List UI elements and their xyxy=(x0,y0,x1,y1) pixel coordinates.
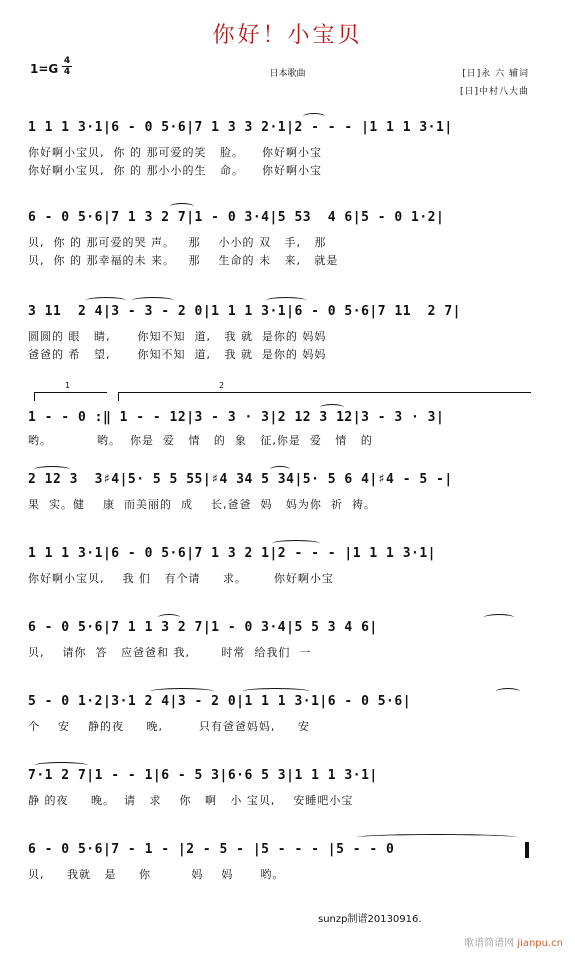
volta-number-1: 1 xyxy=(65,381,71,390)
volta-bracket-2 xyxy=(118,381,531,401)
notation-line-8: 5 - 0 1·2|3·1 2 4|3 - 2 0|1 1 1 3·1|6 - 0 5·6| xyxy=(28,694,412,709)
lyricist-credit: [日]永 六 辅词 xyxy=(462,69,529,79)
volta-number-2: 2 xyxy=(219,381,225,390)
lyric-line-6: 你好啊小宝贝, 我 们 有个请 求。 你好啊小宝 xyxy=(28,572,334,585)
meter-bottom: 4 xyxy=(63,67,71,77)
notation-line-10: 6 - 0 5·6|7 - 1 - |2 - 5 - |5 - - - |5 - - 0 xyxy=(28,842,395,857)
key-signature: 1=G xyxy=(30,62,59,76)
lyric-line-4: 哟。 哟。 你是 爱 情 的 象 征,你是 爱 情 的 xyxy=(28,434,373,447)
lyric-line-1a: 你好啊小宝贝, 你 的 那可爱的笑 脸。 你好啊小宝 xyxy=(28,146,322,159)
lyric-line-2a: 贝, 你 的 那可爱的哭 声。 那 小小的 双 手, 那 xyxy=(28,236,327,249)
watermark-site: jianpu.cn xyxy=(517,938,563,949)
song-origin: 日本歌曲 xyxy=(269,69,306,79)
volta-bracket-1 xyxy=(34,381,107,401)
transcriber-signature: sunzp制谱20130916. xyxy=(318,914,422,925)
final-barline xyxy=(525,842,529,858)
notation-line-2: 6 - 0 5·6|7 1 3 2 7|1 - 0 3·4|5 53 4 6|5 - 0 1·2| xyxy=(28,210,445,225)
slur xyxy=(484,614,514,621)
lyric-line-8: 个 安 静的夜 晚, 只有爸爸妈妈, 安 xyxy=(28,720,310,733)
lyric-line-9: 静 的夜 晚。 请 求 你 啊 小 宝贝, 安睡吧小宝 xyxy=(28,794,354,807)
song-title: 你好！小宝贝 xyxy=(212,23,363,48)
notation-line-5: 2 12 3 3♯4|5· 5 5 55|♯4 34 5 34|5· 5 6 4|♯4 - 5 -| xyxy=(28,472,453,487)
lyric-line-5: 果 实。健 康 而美丽的 成 长,爸爸 妈 妈为你 祈 祷。 xyxy=(28,498,376,511)
slur xyxy=(356,834,518,841)
slur xyxy=(170,203,194,210)
notation-line-3: 3 11 2 4|3 - 3 - 2 0|1 1 1 3·1|6 - 0 5·6|7 11 2 7| xyxy=(28,304,461,319)
lyric-line-10: 贝, 我就 是 你 妈 妈 哟。 xyxy=(28,868,285,881)
notation-line-9: 7·1 2 7|1 - - 1|6 - 5 3|6·6 5 3|1 1 1 3·1| xyxy=(28,768,378,783)
notation-line-1: 1 1 1 3·1|6 - 0 5·6|7 1 3 3 2·1|2 - - - |1 1 1 3·1| xyxy=(28,120,453,135)
notation-line-6: 1 1 1 3·1|6 - 0 5·6|7 1 3 2 1|2 - - - |1 1 1 3·1| xyxy=(28,546,437,561)
lyric-line-1b: 你好啊小宝贝, 你 的 那小小的生 命。 你好啊小宝 xyxy=(28,164,322,177)
slur xyxy=(86,297,126,304)
slur xyxy=(266,297,306,304)
notation-line-4: 1 - - 0 :‖ 1 - - 12|3 - 3 · 3|2 12 3 12|3 - 3 · 3| xyxy=(28,410,445,425)
lyric-line-3a: 圆圆的 眼 睛, 你知不知 道, 我 就 是你的 妈妈 xyxy=(28,330,327,343)
slur xyxy=(132,297,174,304)
lyric-line-3b: 爸爸的 希 望, 你知不知 道, 我 就 是你的 妈妈 xyxy=(28,348,327,361)
notation-line-7: 6 - 0 5·6|7 1 1 3 2 7|1 - 0 3·4|5 5 3 4 6| xyxy=(28,620,378,635)
watermark-text: 歌谱简谱网 xyxy=(464,938,515,949)
composer-credit: [日]中村八大曲 xyxy=(459,87,529,97)
slur xyxy=(303,113,325,120)
slur xyxy=(496,688,520,695)
lyric-line-7: 贝, 请你 答 应爸爸和 我, 时常 给我们 一 xyxy=(28,646,312,659)
site-watermark xyxy=(464,934,563,949)
lyric-line-2b: 贝, 你 的 那幸福的未 来。 那 生命的 未 来, 就是 xyxy=(28,254,339,267)
meter-top: 4 xyxy=(63,56,71,66)
